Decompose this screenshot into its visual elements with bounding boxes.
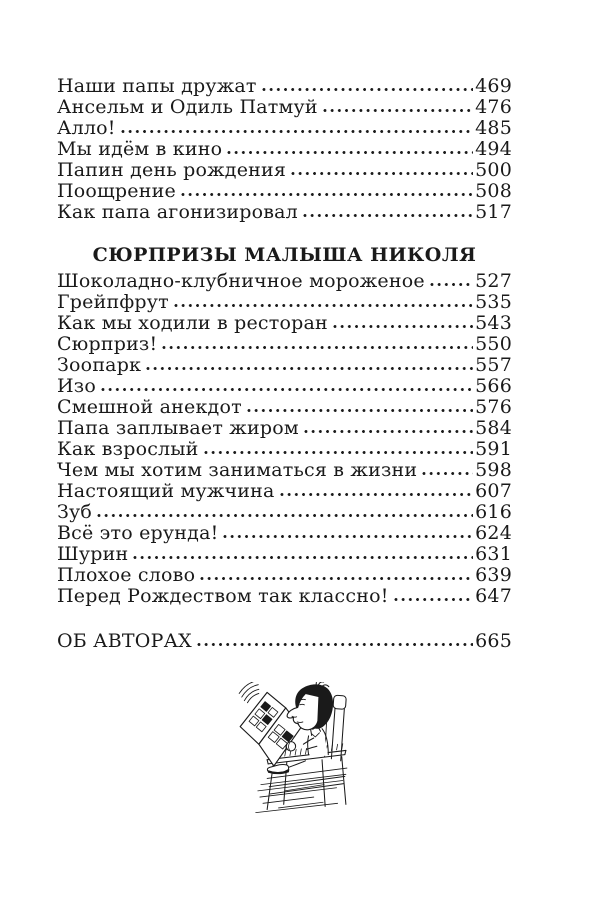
dot-leader — [197, 640, 473, 647]
dot-leader — [303, 211, 473, 218]
toc-entry — [57, 334, 512, 355]
toc-entry-page: 517 — [475, 201, 512, 223]
dot-leader — [394, 595, 474, 602]
toc-entry-page: 607 — [475, 480, 512, 502]
toc-section — [57, 245, 512, 607]
toc-entry-title: Папа заплывает жиром — [57, 417, 299, 439]
toc-entry — [57, 631, 512, 652]
toc-entry — [57, 502, 512, 523]
toc-entry — [57, 376, 512, 397]
toc-entry — [57, 565, 512, 586]
toc-entry-title: Чем мы хотим заниматься в жизни — [57, 459, 418, 481]
dot-leader — [280, 490, 474, 497]
dot-leader — [262, 85, 473, 92]
toc-entry-page: 576 — [475, 396, 512, 418]
toc-entry-title: Мы идём в кино — [57, 138, 223, 160]
toc-entry-page: 485 — [475, 117, 512, 139]
dot-leader — [430, 280, 473, 287]
dot-leader — [101, 385, 473, 392]
dot-leader — [247, 406, 473, 413]
fluttering-pages — [239, 682, 259, 703]
toc-entry — [57, 355, 512, 376]
illustration-svg — [235, 682, 349, 822]
toc-entry-title: Перед Рождеством так классно! — [57, 585, 389, 607]
section-header: СЮРПРИЗЫ МАЛЫША НИКОЛЯ — [92, 244, 477, 266]
illustration-man-reading-newspaper-on-chair — [0, 682, 592, 826]
toc-entry-title: Зоопарк — [57, 354, 142, 376]
dot-leader — [291, 169, 473, 176]
toc-entry-page: 591 — [475, 438, 512, 460]
toc-entry-page: 616 — [475, 501, 512, 523]
toc-entry-page: 639 — [475, 564, 512, 586]
toc-entry-page: 665 — [475, 630, 512, 652]
dot-leader — [333, 322, 473, 329]
toc-entry-title: ОБ АВТОРАХ — [57, 630, 192, 652]
toc-entry-title: Как папа агонизировал — [57, 201, 298, 223]
toc-entry — [57, 313, 512, 334]
toc-entry — [57, 97, 512, 118]
newspaper — [239, 682, 301, 766]
toc-entry-title: Грейпфрут — [57, 291, 169, 313]
toc-entry-title: Как взрослый — [57, 438, 199, 460]
toc-entry-page: 476 — [475, 96, 512, 118]
dot-leader — [133, 553, 473, 560]
toc-entry-page: 624 — [475, 522, 512, 544]
reader-body — [308, 729, 329, 757]
toc-entry-title: Плохое слово — [57, 564, 196, 586]
toc-section — [57, 76, 512, 223]
toc-entry — [57, 397, 512, 418]
toc-entry-title: Как мы ходили в ресторан — [57, 312, 328, 334]
dot-leader — [422, 469, 473, 476]
toc-entry-page: 543 — [475, 312, 512, 334]
toc-entry — [57, 160, 512, 181]
toc-entry-title: Зуб — [57, 501, 93, 523]
dot-leader — [227, 148, 473, 155]
toc-entry-title: Папин день рождения — [57, 159, 287, 181]
toc-entry-title: Шоколадно-клубничное мороженое — [57, 270, 425, 292]
toc-entry — [57, 439, 512, 460]
toc-entry-page: 550 — [475, 333, 512, 355]
dot-leader — [181, 190, 473, 197]
dot-leader — [200, 574, 473, 581]
toc-entry — [57, 76, 512, 97]
toc-entry-page: 557 — [475, 354, 512, 376]
toc-entry-page: 469 — [475, 75, 512, 97]
toc-entry — [57, 271, 512, 292]
toc-entry-title: Сюрприз! — [57, 333, 158, 355]
toc-entry-page: 566 — [475, 375, 512, 397]
toc-entry — [57, 586, 512, 607]
toc-entry-title: Алло! — [57, 117, 116, 139]
toc-entry — [57, 118, 512, 139]
toc-entry — [57, 139, 512, 160]
toc-section — [57, 631, 512, 652]
toc-entry-page: 647 — [475, 585, 512, 607]
toc-entry — [57, 460, 512, 481]
dot-leader — [162, 343, 473, 350]
toc-entry — [57, 544, 512, 565]
dot-leader — [174, 301, 473, 308]
dot-leader — [121, 127, 474, 134]
toc-entry-page: 494 — [475, 138, 512, 160]
toc-entry-title: Изо — [57, 375, 96, 397]
toc-entry — [57, 181, 512, 202]
toc-entry-title: Ансельм и Одиль Патмуй — [57, 96, 318, 118]
toc-entry-title: Смешной анекдот — [57, 396, 242, 418]
toc-entry — [57, 418, 512, 439]
dot-leader — [304, 427, 473, 434]
toc-entry — [57, 523, 512, 544]
toc-entry-page: 500 — [475, 159, 512, 181]
toc-entry-title: Поощрение — [57, 180, 176, 202]
toc-entry-page: 527 — [475, 270, 512, 292]
dot-leader — [204, 448, 474, 455]
dot-leader — [146, 364, 473, 371]
toc-entry-title: Настоящий мужчина — [57, 480, 275, 502]
toc-entry-title: Всё это ерунда! — [57, 522, 219, 544]
toc-entry-page: 631 — [475, 543, 512, 565]
toc-entry-title: Шурин — [57, 543, 129, 565]
toc-entry — [57, 481, 512, 502]
toc-entry — [57, 202, 512, 223]
toc-entry — [57, 292, 512, 313]
toc-entry-title: Наши папы дружат — [57, 75, 257, 97]
toc-entry-page: 598 — [475, 459, 512, 481]
toc-entry-page: 508 — [475, 180, 512, 202]
toc-entry-page: 535 — [475, 291, 512, 313]
dot-leader — [223, 532, 473, 539]
dot-leader — [323, 106, 473, 113]
toc-entry-page: 584 — [475, 417, 512, 439]
dot-leader — [97, 511, 473, 518]
